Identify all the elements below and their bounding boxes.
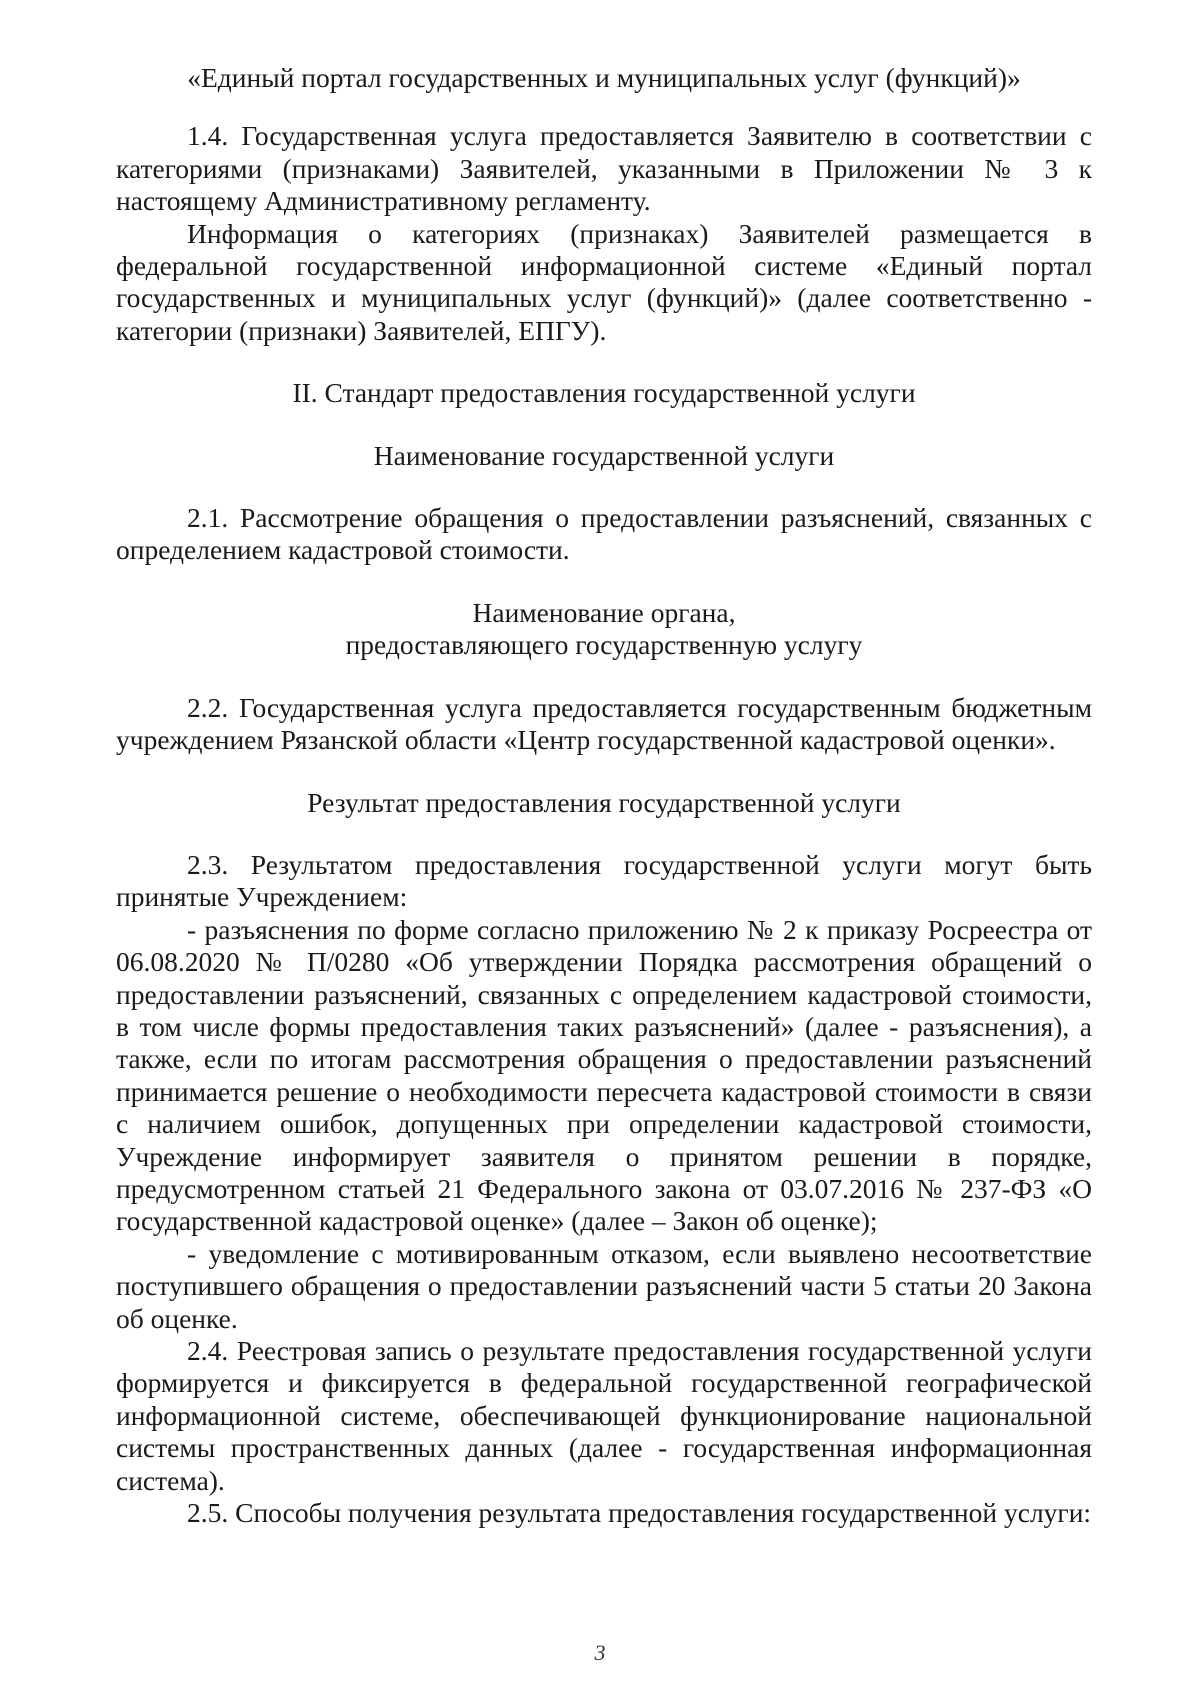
paragraph-2-3: 2.3. Результатом предоставления государственной услуги могут быть принятые Учреждением: <box>116 848 1092 913</box>
paragraph-2-3-item-1: - разъяснения по форме согласно приложению № 2 к приказу Росреестра от 06.08.2020 № П/0280 «Об утверждении Порядка рассмотрения обращений о предоставлении разъяснений, связанных с определением кадастровой стоимости, в том числе формы предоставления таких разъяснений» (далее - разъяснения), а также, если по итогам рассмотрения обращения о предоставлении разъяснений принимается решение о необходимости пересчета кадастровой стоимости в связи с наличием ошибок, допущенных при определении кадастровой стоимости, Учреждение информирует заявителя о принятом решении в порядке, предусмотренном статьей 21 Федерального закона от 03.07.2016 № 237-ФЗ «О государственной кадастровой оценке» (далее – Закон об оценке); <box>116 913 1092 1237</box>
paragraph-1-4-info: Информация о категориях (признаках) Заявителей размещается в федеральной государственной информационной системе «Единый портал государственных и муниципальных услуг (функций)» (далее соответственно - категории (признаки) Заявителей, ЕПГУ). <box>116 217 1092 346</box>
paragraph-2-5: 2.5. Способы получения результата предоставления государственной услуги: <box>187 1497 1092 1529</box>
heading-organ-line2: предоставляющего государственную услугу <box>345 629 863 661</box>
heading-organ <box>116 597 1092 662</box>
paragraph-2-1: 2.1. Рассмотрение обращения о предоставлении разъяснений, связанных с определением кадастровой стоимости. <box>116 502 1092 566</box>
heading-service-name: Наименование государственной услуги <box>373 439 835 471</box>
heading-organ-line1: Наименование органа, <box>472 596 736 628</box>
continuation-line: «Единый портал государственных и муниципальных услуг (функций)» <box>187 62 1021 93</box>
paragraph-1-4: 1.4. Государственная услуга предоставляется Заявителю в соответствии с категориями (признаками) Заявителей, указанными в Приложении № 3 к настоящему Административному регламенту. <box>116 120 1092 217</box>
page-number: 3 <box>594 1640 606 1665</box>
paragraph-2-2: 2.2. Государственная услуга предоставляется государственным бюджетным учреждением Рязанской области «Центр государственной кадастровой оценки». <box>116 691 1092 756</box>
paragraph-2-3-item-2: - уведомление с мотивированным отказом, если выявлено несоответствие поступившего обращения о предоставлении разъяснений части 5 статьи 20 Закона об оценке. <box>116 1237 1092 1334</box>
section-2-title: II. Стандарт предоставления государственной услуги <box>292 377 916 409</box>
heading-result: Результат предоставления государственной услуги <box>307 786 901 818</box>
paragraph-2-4: 2.4. Реестровая запись о результате предоставления государственной услуги формируется и фиксируется в федеральной государственной географической информационной системе, обеспечивающей функционирование национальной системы пространственных данных (далее - государственная информационная система). <box>116 1335 1092 1496</box>
document-body <box>116 62 1092 1529</box>
